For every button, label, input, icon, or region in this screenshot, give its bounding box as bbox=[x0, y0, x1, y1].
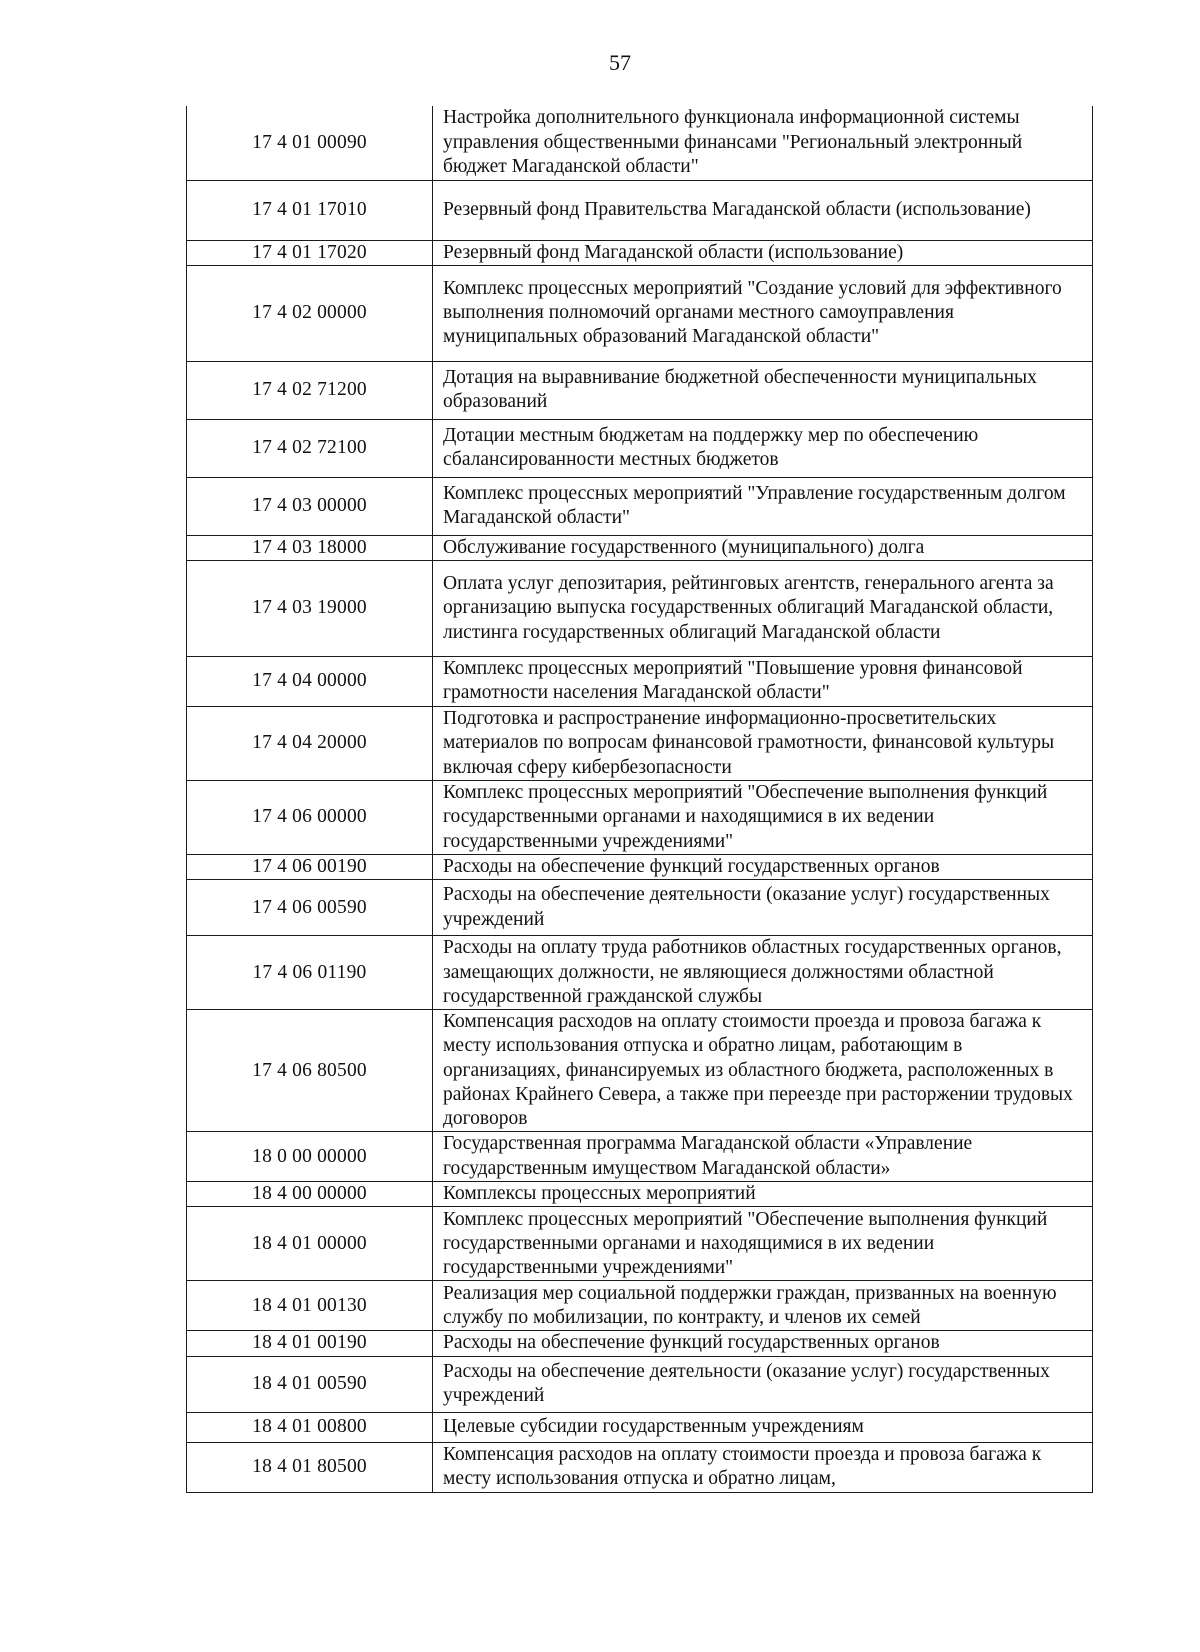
table-row bbox=[187, 1331, 1093, 1356]
description-cell: Расходы на обеспечение функций государственных органов bbox=[433, 1331, 1093, 1356]
description-cell: Государственная программа Магаданской области «Управление государственным имуществом Магаданской области» bbox=[433, 1132, 1093, 1182]
budget-code-cell: 18 0 00 00000 bbox=[187, 1132, 433, 1182]
description-cell: Дотации местным бюджетам на поддержку мер по обеспечению сбалансированности местных бюджетов bbox=[433, 419, 1093, 477]
budget-code-cell: 17 4 06 80500 bbox=[187, 1010, 433, 1132]
description-cell: Комплекс процессных мероприятий "Создание условий для эффективного выполнения полномочий органами местного самоуправления муниципальных образований Магаданской области" bbox=[433, 265, 1093, 361]
description-cell: Резервный фонд Правительства Магаданской области (использование) bbox=[433, 180, 1093, 240]
description-cell: Комплекс процессных мероприятий "Управление государственным долгом Магаданской области" bbox=[433, 477, 1093, 535]
description-cell: Комплекс процессных мероприятий "Повышение уровня финансовой грамотности населения Магаданской области" bbox=[433, 656, 1093, 706]
budget-code-cell: 18 4 01 00190 bbox=[187, 1331, 433, 1356]
table-row bbox=[187, 1010, 1093, 1132]
budget-code-cell: 17 4 01 17020 bbox=[187, 240, 433, 265]
table-row bbox=[187, 780, 1093, 854]
page-number: 57 bbox=[609, 50, 631, 75]
table-row bbox=[187, 265, 1093, 361]
table-row bbox=[187, 1412, 1093, 1442]
description-cell: Расходы на обеспечение деятельности (оказание услуг) государственных учреждений bbox=[433, 880, 1093, 936]
table-row bbox=[187, 1207, 1093, 1281]
table-row bbox=[187, 1182, 1093, 1207]
budget-code-cell: 18 4 01 80500 bbox=[187, 1442, 433, 1492]
description-cell: Компенсация расходов на оплату стоимости проезда и провоза багажа к месту использования отпуска и обратно лицам, работающим в организациях, финансируемых из областного бюджета, расположенных в районах Крайнего Севера, а также при переезде при расторжении трудовых договоров bbox=[433, 1010, 1093, 1132]
description-cell: Расходы на обеспечение деятельности (оказание услуг) государственных учреждений bbox=[433, 1356, 1093, 1412]
table-row bbox=[187, 361, 1093, 419]
table-row bbox=[187, 106, 1093, 180]
description-cell: Дотация на выравнивание бюджетной обеспеченности муниципальных образований bbox=[433, 361, 1093, 419]
description-cell: Реализация мер социальной поддержки граждан, призванных на военную службу по мобилизации, по контракту, и членов их семей bbox=[433, 1281, 1093, 1331]
budget-code-cell: 17 4 02 72100 bbox=[187, 419, 433, 477]
budget-code-cell: 18 4 01 00800 bbox=[187, 1412, 433, 1442]
description-cell: Целевые субсидии государственным учреждениям bbox=[433, 1412, 1093, 1442]
budget-code-cell: 17 4 03 19000 bbox=[187, 560, 433, 656]
table-row bbox=[187, 1132, 1093, 1182]
table-row bbox=[187, 477, 1093, 535]
budget-code-cell: 17 4 01 00090 bbox=[187, 106, 433, 180]
budget-code-cell: 18 4 00 00000 bbox=[187, 1182, 433, 1207]
budget-code-cell: 18 4 01 00000 bbox=[187, 1207, 433, 1281]
table-row bbox=[187, 936, 1093, 1010]
table-row bbox=[187, 180, 1093, 240]
budget-code-cell: 17 4 02 00000 bbox=[187, 265, 433, 361]
table-row bbox=[187, 854, 1093, 879]
budget-code-cell: 17 4 06 00000 bbox=[187, 780, 433, 854]
description-cell: Резервный фонд Магаданской области (использование) bbox=[433, 240, 1093, 265]
budget-codes-table bbox=[186, 106, 1093, 1493]
budget-code-cell: 17 4 06 00190 bbox=[187, 854, 433, 879]
table-row bbox=[187, 535, 1093, 560]
description-cell: Расходы на обеспечение функций государственных органов bbox=[433, 854, 1093, 879]
description-cell: Компенсация расходов на оплату стоимости проезда и провоза багажа к месту использования отпуска и обратно лицам, bbox=[433, 1442, 1093, 1492]
budget-code-cell: 18 4 01 00130 bbox=[187, 1281, 433, 1331]
budget-code-cell: 17 4 03 18000 bbox=[187, 535, 433, 560]
table-row bbox=[187, 656, 1093, 706]
budget-code-cell: 17 4 06 00590 bbox=[187, 880, 433, 936]
description-cell: Комплексы процессных мероприятий bbox=[433, 1182, 1093, 1207]
table-body bbox=[187, 106, 1093, 1492]
budget-code-cell: 17 4 02 71200 bbox=[187, 361, 433, 419]
table-row bbox=[187, 1442, 1093, 1492]
description-cell: Комплекс процессных мероприятий "Обеспечение выполнения функций государственными органами и находящимися в их ведении государственными учреждениями" bbox=[433, 1207, 1093, 1281]
budget-code-cell: 18 4 01 00590 bbox=[187, 1356, 433, 1412]
budget-code-cell: 17 4 06 01190 bbox=[187, 936, 433, 1010]
table-row bbox=[187, 1281, 1093, 1331]
budget-code-cell: 17 4 01 17010 bbox=[187, 180, 433, 240]
table-row bbox=[187, 419, 1093, 477]
description-cell: Оплата услуг депозитария, рейтинговых агентств, генерального агента за организацию выпуска государственных облигаций Магаданской области, листинга государственных облигаций Магаданской области bbox=[433, 560, 1093, 656]
table-row bbox=[187, 706, 1093, 780]
table-row bbox=[187, 560, 1093, 656]
description-cell: Настройка дополнительного функционала информационной системы управления общественными финансами "Региональный электронный бюджет Магаданской области" bbox=[433, 106, 1093, 180]
budget-code-cell: 17 4 03 00000 bbox=[187, 477, 433, 535]
table-row bbox=[187, 1356, 1093, 1412]
table-row bbox=[187, 880, 1093, 936]
description-cell: Комплекс процессных мероприятий "Обеспечение выполнения функций государственными органами и находящимися в их ведении государственными учреждениями" bbox=[433, 780, 1093, 854]
description-cell: Подготовка и распространение информационно-просветительских материалов по вопросам финансовой грамотности, финансовой культуры включая сферу кибербезопасности bbox=[433, 706, 1093, 780]
description-cell: Обслуживание государственного (муниципального) долга bbox=[433, 535, 1093, 560]
budget-code-cell: 17 4 04 20000 bbox=[187, 706, 433, 780]
budget-code-cell: 17 4 04 00000 bbox=[187, 656, 433, 706]
table-row bbox=[187, 240, 1093, 265]
description-cell: Расходы на оплату труда работников областных государственных органов, замещающих должности, не являющиеся должностями областной государственной гражданской службы bbox=[433, 936, 1093, 1010]
